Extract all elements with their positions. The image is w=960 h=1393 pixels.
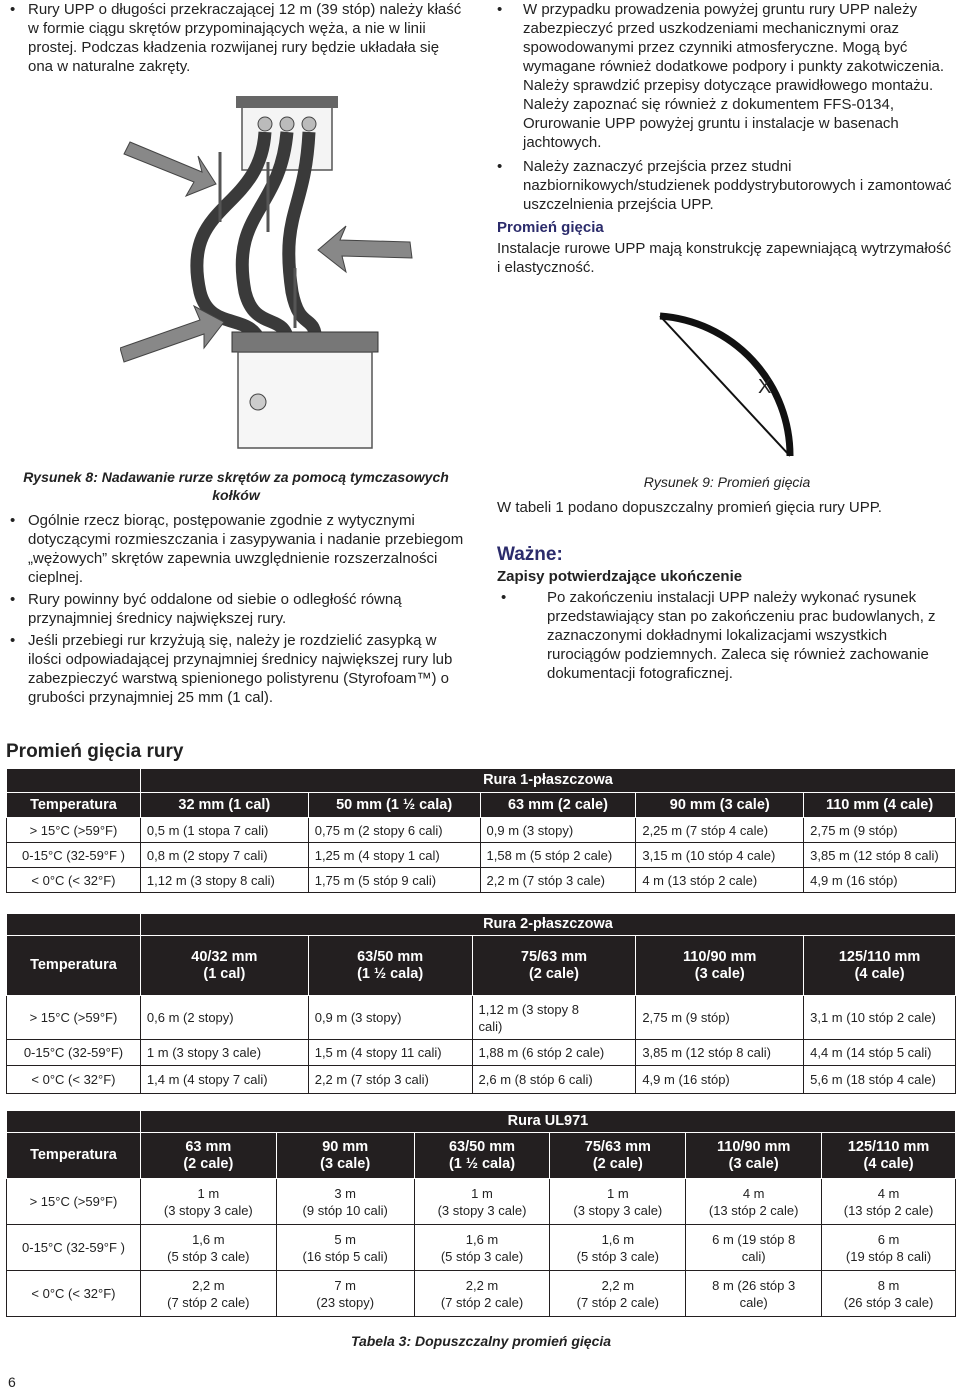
cell-line: (7 stóp 2 cale)	[167, 1294, 250, 1310]
cell-line: 1 m (3 stopy 3 cale)	[146, 1045, 262, 1060]
table3-cell	[276, 1179, 414, 1225]
table2-cell	[7, 1040, 141, 1066]
important-heading: Ważne:	[497, 544, 563, 565]
table2-group-header: Rura 2-płaszczowa	[140, 914, 955, 936]
cell-line: (3 stopy 3 cale)	[163, 1202, 253, 1218]
cell-line: 7 m	[334, 1277, 356, 1293]
above-ground-bullet	[497, 0, 957, 152]
table1-cell: 0,9 m (3 stopy)	[480, 818, 636, 843]
table2-cell	[7, 1066, 141, 1094]
table1-empty-corner	[7, 769, 141, 793]
table3-cell	[7, 1179, 141, 1225]
bend-radius-label: X	[758, 376, 772, 398]
table3-cell	[140, 1225, 276, 1271]
table3-header-cell	[414, 1133, 550, 1179]
table-row	[7, 818, 956, 843]
table1-cell: 0,5 m (1 stopa 7 cali)	[140, 818, 308, 843]
table3-cell	[822, 1271, 956, 1317]
table3-cell	[140, 1271, 276, 1317]
table3-cell	[414, 1271, 550, 1317]
cell-line: (3 cale)	[694, 965, 745, 982]
cell-line: 6 m	[877, 1231, 900, 1247]
cell-line: 1,88 m (6 stóp 2 cale)	[478, 1045, 605, 1060]
sump-text: Należy zaznaczyć przejścia przez studni nazbiornikowych/studzienek poddystrybutorowych i zamontować uszczelnienia przejścia UPP.	[523, 158, 952, 213]
table3-empty-corner	[7, 1111, 141, 1133]
table3-group-header: Rura UL971	[140, 1111, 955, 1133]
table-reference-paragraph: W tabeli 1 podano dopuszczalny promień gięcia rury UPP.	[497, 499, 882, 516]
table3-cell	[686, 1179, 822, 1225]
cell-line: 2,6 m (8 stóp 6 cali)	[478, 1072, 593, 1087]
cell-line: 1,5 m (4 stopy 11 cali)	[314, 1045, 442, 1060]
table3-cell	[276, 1225, 414, 1271]
cell-line: (3 cale)	[320, 1155, 371, 1172]
cell-line: 2,2 m (7 stóp 3 cali)	[314, 1072, 429, 1087]
cell-line: (4 cale)	[863, 1155, 914, 1172]
cell-line: (1 ½ cala)	[357, 965, 424, 982]
table1-cell: 2,25 m (7 stóp 4 cale)	[636, 818, 804, 843]
cell-line: 0,6 m (2 stopy)	[146, 1010, 234, 1025]
cell-line: < 0°C (< 32°F)	[31, 1286, 116, 1301]
cell-line: 1,4 m (4 stopy 7 cali)	[146, 1072, 268, 1087]
table3-cell	[686, 1225, 822, 1271]
table-row	[7, 1179, 956, 1225]
table3-cell	[140, 1179, 276, 1225]
cell-line: 1,6 m	[465, 1231, 499, 1247]
table1-cell: 2,2 m (7 stóp 3 cale)	[480, 868, 636, 893]
expansion-text: Ogólnie rzecz biorąc, postępowanie zgodnie z wytycznymi dotyczącymi rozmieszczania i zasypywania i nadanie przebiegom „wężowych” skrętów zapewnia uwzględnienie rozszerzalności cieplnej.	[28, 512, 464, 586]
cell-line: 2,2 m	[601, 1277, 635, 1293]
cell-line: 5,6 m (18 stóp 4 cale)	[810, 1072, 936, 1087]
crossing-text: Jeśli przebiegi rur krzyżują się, należy je rozdzielić zasypką w ilości odpowiadającej przynajmniej średnicy największej rury lub zabezpieczyć warstwą spienionego polistyrenu (Styrofoam™) o grubości przynajmniej 25 mm (1 cal).	[28, 632, 453, 706]
cell-line: 1 m	[197, 1185, 220, 1201]
cell-line: (1 cal)	[203, 965, 246, 982]
table2-cell	[140, 996, 308, 1040]
cell-line: Temperatura	[30, 1147, 117, 1163]
arrow-left-top	[124, 142, 216, 196]
table2-empty-corner	[7, 914, 141, 936]
figure8-caption: Rysunek 8: Nadawanie rurze skrętów za pomocą tymczasowych kołków	[23, 469, 449, 503]
table3-cell	[7, 1225, 141, 1271]
table1-cell: 0-15°C (32-59°F )	[7, 843, 141, 868]
table1-cell: < 0°C (< 32°F)	[7, 868, 141, 893]
table1-header-row	[7, 793, 956, 818]
table3-header-cell	[686, 1133, 822, 1179]
cell-line: 6 m (19 stóp 8	[712, 1231, 796, 1247]
spacing-bullet	[6, 590, 466, 628]
table2-cell	[308, 1066, 472, 1094]
cell-line: (1 ½ cala)	[448, 1155, 516, 1172]
figure8-bottom-frame	[232, 332, 378, 352]
table3-header-row	[7, 1133, 956, 1179]
table2-cell	[804, 1040, 956, 1066]
cell-line: 1,6 m	[601, 1231, 635, 1247]
table1-header-cell: 50 mm (1 ½ cala)	[308, 793, 480, 818]
table3-cell	[414, 1225, 550, 1271]
table2-cell	[472, 996, 636, 1040]
table3-header-cell	[276, 1133, 414, 1179]
table2-cell	[308, 996, 472, 1040]
cell-line: > 15°C (>59°F)	[29, 1194, 118, 1209]
table2-cell	[804, 996, 956, 1040]
table1-cell: 4,9 m (16 stóp)	[804, 868, 956, 893]
cell-line: 8 m	[877, 1277, 900, 1293]
cell-line: (7 stóp 2 cale)	[576, 1294, 660, 1310]
table2-header-row	[7, 936, 956, 996]
cell-line: 0,9 m (3 stopy)	[314, 1010, 402, 1025]
cell-line: 63/50 mm	[448, 1138, 516, 1155]
cell-line: 75/63 mm	[584, 1138, 651, 1155]
table-row	[7, 1040, 956, 1066]
crossing-bullet	[6, 631, 466, 707]
table2-header-cell	[472, 936, 636, 996]
table3-cell	[7, 1271, 141, 1317]
cell-line: (9 stóp 10 cali)	[302, 1202, 388, 1218]
cell-line: (26 stóp 3 cale)	[843, 1294, 934, 1310]
cell-line: (16 stóp 5 cali)	[302, 1248, 388, 1264]
cell-line: 2,2 m	[465, 1277, 499, 1293]
table2-cell	[308, 1040, 472, 1066]
figure8-illustration	[120, 92, 420, 452]
table-row	[7, 1066, 956, 1094]
table2-header-cell	[804, 936, 956, 996]
cell-line: 40/32 mm	[191, 948, 258, 965]
bend-radius-heading: Promień gięcia	[497, 219, 604, 236]
figure9-caption: Rysunek 9: Promień gięcia	[643, 474, 811, 490]
cell-line: < 0°C (< 32°F)	[31, 1072, 116, 1087]
cell-line: (2 cale)	[592, 1155, 643, 1172]
cell-line: 1,6 m	[192, 1231, 225, 1247]
cell-line: 4 m	[877, 1185, 900, 1201]
table2-cell	[7, 996, 141, 1040]
table2-cell	[804, 1066, 956, 1094]
cell-line: 75/63 mm	[520, 948, 587, 965]
cell-line: 4,9 m (16 stóp)	[642, 1072, 730, 1087]
cell-line: 110/90 mm	[683, 948, 757, 965]
table1-cell: 3,15 m (10 stóp 4 cale)	[636, 843, 804, 868]
sump-bullet	[497, 157, 957, 214]
cell-line: 8 m (26 stóp 3	[712, 1277, 796, 1293]
table1-group-header: Rura 1-płaszczowa	[140, 769, 955, 793]
table1-header-cell: 90 mm (3 cale)	[636, 793, 804, 818]
cell-line: 2,2 m	[192, 1277, 225, 1293]
table1-cell: 1,25 m (4 stopy 1 cal)	[308, 843, 480, 868]
cell-line: 125/110 mm	[847, 1138, 930, 1155]
table3-header-cell	[550, 1133, 686, 1179]
table3-header-cell	[140, 1133, 276, 1179]
intro-bullet-text: Rury UPP o długości przekraczającej 12 m (39 stóp) należy kłaść w formie ciągu skrętów przypominających węża, a nie w linii prostej. Podczas kładzenia rozwijanej rury będzie układała się ona w naturalne zakręty.	[28, 1, 462, 75]
table1-cell: 1,12 m (3 stopy 8 cali)	[140, 868, 308, 893]
table3-cell	[276, 1271, 414, 1317]
bend-radius-paragraph: Instalacje rurowe UPP mają konstrukcję zapewniającą wytrzymałość i elastyczność.	[497, 240, 952, 276]
table-row	[7, 843, 956, 868]
table-row	[7, 996, 956, 1040]
cell-line: 3 m	[334, 1185, 356, 1201]
table1-cell: 0,75 m (2 stopy 6 cali)	[308, 818, 480, 843]
cell-line: 63 mm	[185, 1138, 232, 1155]
table2-cell	[472, 1066, 636, 1094]
cell-line: (7 stóp 2 cale)	[440, 1294, 524, 1310]
table2-header-cell	[636, 936, 804, 996]
table3-cell	[414, 1179, 550, 1225]
records-subheading: Zapisy potwierdzające ukończenie	[497, 568, 743, 585]
table1-cell: > 15°C (>59°F)	[7, 818, 141, 843]
cell-line: (2 cale)	[528, 965, 579, 982]
cell-line: cali)	[478, 1018, 503, 1034]
table1-cell: 3,85 m (12 stóp 8 cali)	[804, 843, 956, 868]
table3-header-cell	[7, 1133, 141, 1179]
cell-line: cali)	[741, 1248, 766, 1264]
table3-caption: Tabela 3: Dopuszczalny promień gięcia	[350, 1333, 612, 1349]
table3-cell	[550, 1179, 686, 1225]
cell-line: 3,85 m (12 stóp 8 cali)	[642, 1045, 771, 1060]
cell-line: (3 stopy 3 cale)	[437, 1202, 527, 1218]
cell-line: 3,1 m (10 stóp 2 cale)	[810, 1010, 936, 1025]
cell-line: 4,4 m (14 stóp 5 cali)	[810, 1045, 932, 1060]
right-mid-column	[497, 498, 957, 683]
cell-line: (19 stóp 8 cali)	[845, 1248, 932, 1264]
records-text: Po zakończeniu instalacji UPP należy wykonać rysunek przedstawiający stan po zakończeniu prac budowlanych, z zaznaczonymi dokładnymi lokalizacjami wszystkich rurociągów podziemnych. Zaleca się również zachowanie dokumentacji fotograficznej.	[547, 589, 936, 682]
table1-header-cell: 63 mm (2 cale)	[480, 793, 636, 818]
table3-cell	[822, 1225, 956, 1271]
table2-cell	[140, 1040, 308, 1066]
table2-header-cell	[308, 936, 472, 996]
cell-line: cale)	[739, 1294, 768, 1310]
cell-line: 1,12 m (3 stopy 8	[478, 1001, 579, 1017]
table-row	[7, 868, 956, 893]
left-mid-column	[6, 511, 466, 707]
figure8-top-frame	[236, 96, 338, 108]
table3-header-cell	[822, 1133, 956, 1179]
cell-line: (5 stóp 3 cale)	[440, 1248, 524, 1264]
cell-line: 1 m	[607, 1185, 629, 1201]
cell-line: (3 stopy 3 cale)	[573, 1202, 663, 1218]
table1-cell: 4 m (13 stóp 2 cale)	[636, 868, 804, 893]
cell-line: 110/90 mm	[716, 1138, 791, 1155]
table-single-wall	[6, 768, 956, 893]
table2-cell	[472, 1040, 636, 1066]
table1-header-cell: Temperatura	[7, 793, 141, 818]
cell-line: 0-15°C (32-59°F )	[22, 1240, 125, 1255]
cell-line: Temperatura	[30, 957, 117, 973]
cell-line: (2 cale)	[183, 1155, 234, 1172]
page-number: 6	[8, 1374, 16, 1390]
cell-line: (4 cale)	[854, 965, 905, 982]
table3-cell	[550, 1225, 686, 1271]
table2-header-cell	[140, 936, 308, 996]
table-ul971	[6, 1110, 956, 1317]
cell-line: (13 stóp 2 cale)	[843, 1202, 934, 1218]
table2-cell	[636, 1066, 804, 1094]
cell-line: > 15°C (>59°F)	[29, 1010, 118, 1025]
right-top-column	[497, 0, 957, 277]
section-title: Promień gięcia rury	[6, 741, 184, 762]
cell-line: 1 m	[471, 1185, 493, 1201]
table1-cell: 1,58 m (5 stóp 2 cale)	[480, 843, 636, 868]
table2-cell	[636, 996, 804, 1040]
expansion-bullet	[6, 511, 466, 587]
records-bullet	[497, 588, 957, 683]
figure9-illustration	[560, 300, 820, 460]
table-row	[7, 1271, 956, 1317]
cell-line: 125/110 mm	[838, 948, 921, 965]
cell-line: (5 stóp 3 cale)	[576, 1248, 660, 1264]
table2-cell	[636, 1040, 804, 1066]
table1-cell: 0,8 m (2 stopy 7 cali)	[140, 843, 308, 868]
above-ground-text: W przypadku prowadzenia powyżej gruntu rury UPP należy zabezpieczyć przed uszkodzeniami mechanicznymi oraz spowodowanymi przez czynniki atmosferyczne. Mogą być wymagane również dodatkowe podpory i punkty zakotwiczenia. Należy sprawdzić przepisy dotyczące prawidłowego montażu. Należy zapoznać się również z dokumentem FFS-0134, Orurowanie UPP powyżej gruntu i instalacje w basenach jachtowych.	[523, 1, 945, 151]
cell-line: 90 mm	[322, 1138, 369, 1155]
table1-cell: 1,75 m (5 stóp 9 cali)	[308, 868, 480, 893]
cell-line: (3 cale)	[728, 1155, 779, 1172]
table1-cell: 2,75 m (9 stóp)	[804, 818, 956, 843]
table3-cell	[686, 1271, 822, 1317]
table2-cell	[140, 1066, 308, 1094]
cell-line: 5 m	[334, 1231, 356, 1247]
table1-header-cell: 32 mm (1 cal)	[140, 793, 308, 818]
table3-cell	[822, 1179, 956, 1225]
cell-line: 0-15°C (32-59°F)	[23, 1045, 124, 1060]
spacing-text: Rury powinny być oddalone od siebie o odległość równą przynajmniej średnicy największej rury.	[28, 591, 402, 627]
cell-line: (23 stopy)	[316, 1294, 375, 1310]
table-row	[7, 1225, 956, 1271]
table3-cell	[550, 1271, 686, 1317]
cell-line: (5 stóp 3 cale)	[167, 1248, 250, 1264]
table1-header-cell: 110 mm (4 cale)	[804, 793, 956, 818]
arrow-right	[318, 226, 412, 272]
cell-line: 63/50 mm	[357, 948, 424, 965]
table-double-wall	[6, 913, 956, 1094]
cell-line: (13 stóp 2 cale)	[708, 1202, 799, 1218]
cell-line: 2,75 m (9 stóp)	[642, 1010, 730, 1025]
arrow-left-bottom	[120, 306, 224, 362]
table2-header-cell	[7, 936, 141, 996]
intro-bullet	[6, 0, 466, 76]
cell-line: 4 m	[742, 1185, 765, 1201]
